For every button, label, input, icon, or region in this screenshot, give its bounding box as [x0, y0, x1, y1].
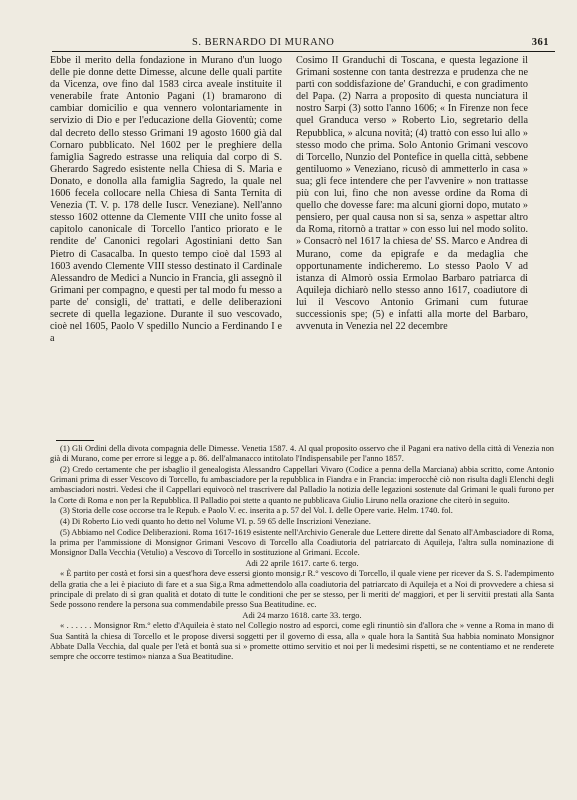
footnote-separator: [56, 440, 94, 441]
letter-date-1: Adi 22 aprile 1617. carte 6. tergo.: [245, 558, 359, 568]
letter-quote-2: « . . . . . . Monsignor Rm.° eletto d'Aquileia è stato nel Collegio nostro ad esporci, come egli rinuntiò sin d'allora che » venne a Roma in mano di Sua Santità la chiesa di Torcello et le propose diversi soggetti per il governo di essa, alla » quale hora la Santità Sua habbia nominato Monsignor Abbate Dalla Vecchia, dal quale per l'età et bontà sua si » promette ottimo servitio et noi per li medesimi rispetti, se ne contentiamo et ne renderete sempre che occorre testimo» nianza a Sua Beatitudine.: [50, 621, 554, 662]
footnote-3: (3) Storia delle cose occorse tra le Repub. e Paolo V. ec. inserita a p. 57 del Vol. I. delle Opere varie. Helm. 1740. fol.: [60, 506, 453, 516]
letter-quote-1: « È partito per costà et forsi sin a quest'hora deve essersi gionto monsig.r R.° vescovo di Torcello, il quale viene per ricever da S. S. l'adempimento della gratia che a lei è piaciuto di fare et a sua Sig.a Rma admettendolo alla coadiutoria del patriarcato di Aquileja et a Noi di provvedere a chiesa si principale di prelato di sì gran qualità et dotato di tutte le conditioni che per se stesso, per li meriti de' maggiori, et per li servitii prestati alla Santa Sede possono rendere la persona sua commendabile presso Sua Beatitudine. ec.: [50, 569, 554, 610]
running-header: [52, 37, 555, 52]
header-title: S. BERNARDO DI MURANO: [192, 37, 335, 48]
footnote-4: (4) Di Roberto Lio vedi quanto ho detto nel Volume VI. p. 59 65 delle Inscrizioni Veneziane.: [60, 516, 371, 526]
left-column: [50, 55, 282, 345]
footnote-5: (5) Abbiamo nel Codice Deliberazioni. Roma 1617-1619 esistente nell'Archivio Generale due Lettere dirette dal Senato all'Ambasciadore di Roma, la prima per l'ammissione di Monsignor Grimani Vescovo di Torcello alla Coadiutoria del patriarcato di Aquileja, l'altra sulla nominazione di Monsignor Dalla Vecchia (Vetulio) a Vescovo di Torcello in sostituzione al Grimani. Eccole.: [50, 527, 554, 558]
footnote-1: (1) Gli Ordini della divota compagnia delle Dimesse. Venetia 1587. 4. Al qual proposito osservo che il Pagani era nativo della città di Venezia non già di Murano, come per errore si legge a p. 86. dell'almanacco intitolato l'Indispensabile per l'anno 1857.: [50, 444, 554, 464]
footnote-2: (2) Credo certamente che per isbaglio il genealogista Alessandro Cappellari Vivaro (Codice a penna della Marciana) abbia scritto, come Antonio Grimani prima di esser Vescovo di Torcello, fu ambasciadore per la repubblica in Fiandra e in Francia: imperocchè ciò non risulta dagli Elenchi degli ambasciadori nostri. Vedesi che il Cappellari equivocò nel trascrivere dal Palladio la notizia delle legazioni sostenute dal Grimani le quali furono per la Corte di Roma e non per la Repubblica. Il Palladio poi stette a quanto ne pubblicava Giulio Liruno nella orazione che citerò in seguito.: [50, 464, 554, 505]
page-number: 361: [531, 37, 549, 48]
footnotes: [50, 444, 554, 663]
letter-date-2: Adi 24 marzo 1618. carte 33. tergo.: [242, 610, 362, 620]
right-column-text: Cosimo II Granduchi di Toscana, e questa legazione il Grimani sostenne con tanta destrezza e prudenza che ne partì con soddisfazione de' Granduchi, e con gradimento del Papa. (2) Narra a proposito di questa nunciatura il nostro Sarpi (3) sotto l'anno 1606; « In Firenze non fece quel Granduca verso » Roberto Lio, segretario della Repubblica, » alcuna novità; (4) trattò con esso lui allo » stesso modo che prima. Solo Antonio Grimani vescovo di Torcello, Nunzio del Pontefice in quella città, sebbene gentiluomo » Veneziano, ricusò di ammetterlo in casa » sua; gli fece intendere che per l'avvenire » non trattasse più con lui, fino che non avesse ordine da Roma di quello che dovesse fare: ma alcuni giorni dopo, mutato » pensiero, per qual causa non si sa, senza » aspettar altro da Roma, ritornò a trattar » con esso lui nel modo solito. » Consacrò nel 1617 la chiesa de' SS. Marco e Andrea di Murano, come da epigrafe e da medaglia che opportunamente indicheremo. Lo stesso Paolo V ad istanza di Almorò ossia Ermolao Barbaro patriarca di Aquileja dichiarò nello stesso anno 1617, coadiutore di lui il Vescovo Antonio Grimani cum futurae successionis spe; (5) e infatti alla morte del Barbaro, avvenuta in Venezia nel 22 decembre: [296, 55, 528, 333]
right-column: [296, 55, 528, 333]
left-column-text: Ebbe il merito della fondazione in Murano d'un luogo delle pie donne dette Dimesse, alcune delle quali partite da Vicenza, ove fino dal 1583 circa aveale instituite il venerabile frate Antonio Pagani (1) bramarono di cambiar domicilio e qua vennero volontariamente in servizio di Dio e per l'educazione della Gioventù; come dal decreto dello stesso Grimani 19 agosto 1600 già dal Cornaro pubblicato. Nel 1602 per le preghiere della famiglia Sagredo estrasse una reliquia dal corpo di S. Gherardo Sagredo esistente nella Chiesa di S. Maria e Donato, e donolla alla famiglia Sagredo, la quale nel 1606 fecela collocare nella Chiesa di Santa Ternita di Venezia (T. V. p. 178 delle Iuscr. Veneziane). Nell'anno stesso 1602 ottenne da Clemente VIII che unito fosse al capitolo canonicale di Torcello l'antico priorato e le rendite de' Canonici regolari Agostiniani detto San Pietro di Casacalba. In questo tempo cioè dal 1593 al 1603 avendo Clemente VIII stesso destinato il Cardinale Alessandro de Medici a Nuncio in Francia, gli assegnò il Grimani per compagno, e questi per tal modo fu messo a parte de' consigli, de' trattati, e delle deliberazioni secrete di quella legazione. Durante il suo vescovado, cioè nel 1605, Paolo V spedillo Nuncio a Ferdinando I e a: [50, 55, 282, 345]
